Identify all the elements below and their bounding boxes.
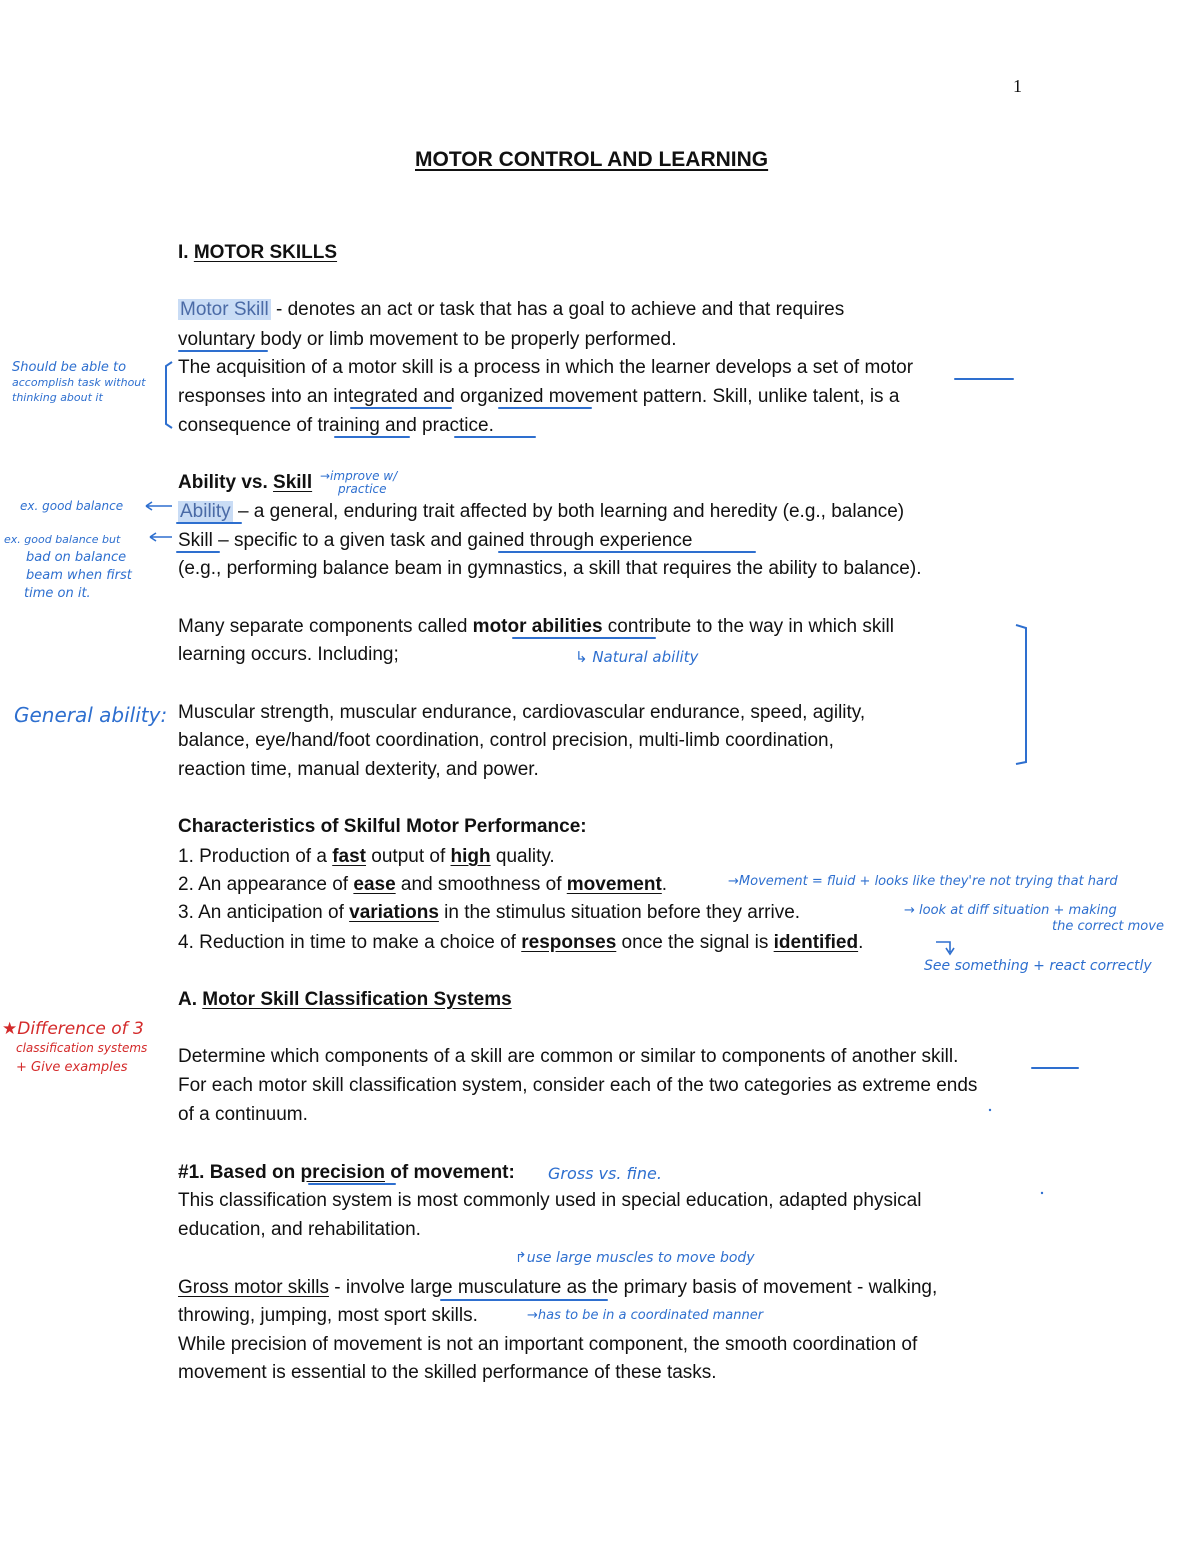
bold-responses: responses: [521, 932, 617, 953]
arrow-identified: [936, 942, 954, 954]
annotation-line: + Give examples: [16, 1060, 128, 1075]
text-run: – a general, enduring trait affected by both learning and heredity (e.g., balance): [232, 501, 905, 522]
pen-dot: [989, 1109, 991, 1111]
classification-title: Motor Skill Classification Systems: [202, 989, 512, 1010]
bracket-right: [1016, 625, 1026, 764]
annotation-line: accomplish task without: [12, 376, 146, 389]
text-run: as the primary basis of movement - walking,: [561, 1277, 938, 1298]
classification-paragraph-line2: For each motor skill classification system, consider each of the two categories as extreme ends: [178, 1075, 978, 1096]
annotation-line: bad on balance: [26, 550, 127, 565]
bold-motor-abilities: motor abilities: [472, 616, 603, 637]
text-run: movement pattern. Skill, unlike talent, is a: [543, 386, 900, 407]
text-run: contribute to the way in which skill: [602, 616, 894, 637]
precision-paragraph-line1: This classification system is most commonly used in special education, adapted physical: [178, 1190, 922, 1211]
text-run: and: [417, 386, 461, 407]
text-run: Many separate components called: [178, 616, 473, 637]
bold-movement: movement: [566, 874, 662, 895]
text-run: 2. An appearance of: [178, 874, 354, 895]
bracket-left: [166, 362, 172, 428]
arrow-ability: [146, 502, 172, 510]
bold-variations: variations: [349, 902, 439, 923]
annotation-line: Should be able to: [12, 360, 127, 375]
text-run: responses into an: [178, 386, 334, 407]
text-run: – specific to a given task and: [212, 530, 468, 551]
underlined-skill-word: skill.: [921, 1046, 959, 1067]
gross-motor-line2: throwing, jumping, most sport skills.: [178, 1305, 478, 1326]
while-line1: While precision of movement is not an important component, the smooth coordination of: [178, 1334, 918, 1355]
text-run: and: [379, 415, 423, 436]
underlined-practice: practice.: [422, 415, 494, 436]
text-run: and smoothness of: [395, 874, 567, 895]
underlined-motor: motor: [864, 357, 914, 378]
annotation-see-react: See something + react correctly: [924, 958, 1152, 974]
text-run: 4. Reduction in time to make a choice of: [178, 932, 522, 953]
text-run: consequence of: [178, 415, 318, 436]
text-run: body or limb movement to be properly performed.: [255, 329, 677, 350]
document-title: MOTOR CONTROL AND LEARNING: [415, 148, 769, 171]
page-number: 1: [1013, 76, 1022, 96]
heading-skill: Skill: [273, 472, 313, 493]
text-run: once the signal is: [616, 932, 774, 953]
precision-paragraph-line2: education, and rehabilitation.: [178, 1219, 421, 1240]
text-run: A.: [178, 989, 203, 1010]
highlighted-term-motor-skill: Motor Skill: [180, 299, 269, 320]
bold-ease: ease: [353, 874, 396, 895]
text-run: in the stimulus situation before they arrive.: [438, 902, 801, 923]
arrow-skill: [150, 533, 172, 541]
motor-abilities-line2: learning occurs. Including;: [178, 644, 399, 665]
text-run: The acquisition of a motor skill is a process in which the learner develops a set of: [178, 357, 865, 378]
section-title: MOTOR SKILLS: [193, 242, 338, 263]
text-run: Ability vs.: [178, 472, 274, 493]
annotation-line: thinking about it: [12, 391, 103, 404]
text-run: 3. An anticipation of: [178, 902, 350, 923]
annotation-general-ability: General ability:: [14, 703, 168, 727]
skill-example: (e.g., performing balance beam in gymnastics, a skill that requires the ability to balance).: [178, 558, 922, 579]
underlined-organized: organized: [460, 386, 544, 407]
annotation-coordinated-manner: →has to be in a coordinated manner: [527, 1308, 764, 1323]
pen-dot: [1041, 1192, 1043, 1194]
annotation-line: beam when first: [26, 568, 132, 583]
annotation-line: →improve w/: [320, 469, 398, 483]
underlined-precision: precision: [300, 1162, 385, 1183]
annotation-movement-fluid: →Movement = fluid + looks like they're not trying that hard: [728, 874, 1118, 889]
annotation-gross-vs-fine: Gross vs. fine.: [548, 1164, 662, 1183]
annotation-line: ★Difference of 3: [2, 1019, 144, 1039]
annotation-line: ex. good balance but: [4, 533, 121, 546]
abilities-list-line3: reaction time, manual dexterity, and power.: [178, 759, 539, 780]
text-run: - involve: [328, 1277, 411, 1298]
text-run: 1. Production of a: [178, 846, 333, 867]
annotation-line: time on it.: [24, 586, 91, 601]
text-run: output of: [366, 846, 451, 867]
underlined-training: training: [317, 415, 380, 436]
text-run: .: [858, 932, 864, 953]
text-run: of movement:: [384, 1162, 515, 1183]
annotation-line: the correct move: [1052, 919, 1164, 934]
annotation-line: → look at diff situation + making: [904, 903, 1117, 918]
annotation-use-large-muscles: ↱use large muscles to move body: [515, 1250, 755, 1266]
section-number: I.: [178, 242, 194, 263]
annotation-natural-ability: ↳ Natural ability: [575, 648, 699, 666]
abilities-list-line2: balance, eye/hand/foot coordination, control precision, multi-limb coordination,: [178, 730, 834, 751]
underlined-gross-motor-skills: Gross motor skills: [178, 1277, 329, 1298]
text-run: #1. Based on: [178, 1162, 301, 1183]
underlined-gained-through-experience: gained through experience: [467, 530, 693, 551]
underlined-voluntary: voluntary: [178, 329, 256, 350]
bold-identified: identified: [773, 932, 859, 953]
annotation-line: practice: [338, 482, 387, 496]
underlined-integrated: integrated: [333, 386, 418, 407]
while-line2: movement is essential to the skilled performance of these tasks.: [178, 1362, 717, 1383]
annotation-line: classification systems: [16, 1041, 148, 1055]
text-run: - denotes an act or task that has a goal to achieve and that requires: [270, 299, 845, 320]
underlined-skill: Skill: [178, 530, 213, 551]
bold-high: high: [450, 846, 491, 867]
bold-fast: fast: [332, 846, 367, 867]
abilities-list-line1: Muscular strength, muscular endurance, cardiovascular endurance, speed, agility,: [178, 702, 866, 723]
underlined-large: large: [410, 1277, 453, 1298]
highlighted-term-ability: Ability: [180, 501, 231, 522]
annotation-good-balance: ex. good balance: [20, 499, 124, 513]
classification-paragraph-line3: of a continuum.: [178, 1104, 308, 1125]
text-run: .: [661, 874, 668, 895]
underlined-musculature: musculature: [457, 1277, 562, 1298]
text-run: quality.: [490, 846, 555, 867]
text-run: Determine which components of a skill are common or similar to components of another: [178, 1046, 922, 1067]
characteristics-heading: Characteristics of Skilful Motor Performance:: [178, 816, 587, 837]
